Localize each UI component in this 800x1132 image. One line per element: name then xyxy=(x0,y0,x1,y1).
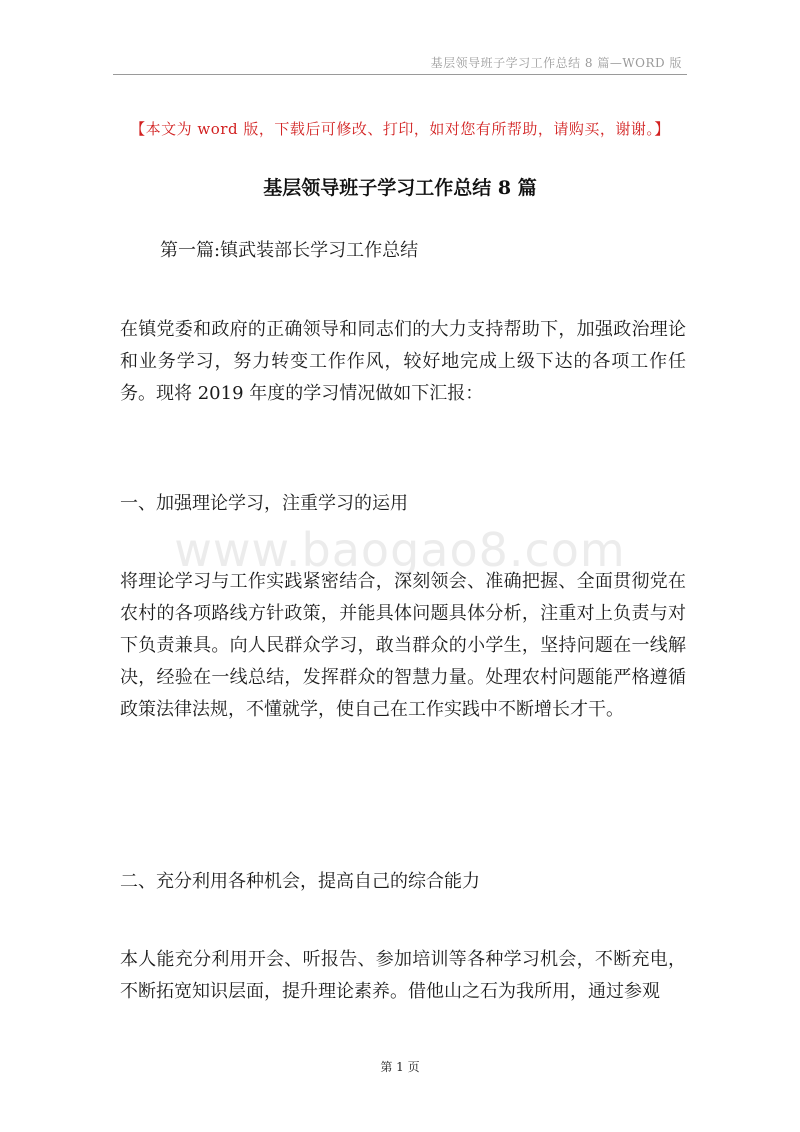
page-header: 基层领导班子学习工作总结 8 篇—WORD 版 xyxy=(430,56,682,70)
watermark: www.baogao8.com xyxy=(174,523,626,577)
section-heading-2: 二、充分利用各种机会，提高自己的综合能力 xyxy=(120,871,480,892)
page-number: 第 1 页 xyxy=(380,1060,420,1074)
sub-title: 第一篇:镇武装部长学习工作总结 xyxy=(160,240,419,261)
header-divider xyxy=(113,74,687,75)
paragraph-opportunities: 本人能充分利用开会、听报告、参加培训等各种学习机会，不断充电，不断拓宽知识层面，提升理论素养。借他山之石为我所用，通过参观 xyxy=(120,949,686,1002)
document-title: 基层领导班子学习工作总结 8 篇 xyxy=(263,177,537,199)
paragraph-intro: 在镇党委和政府的正确领导和同志们的大力支持帮助下，加强政治理论和业务学习，努力转变工作作风，较好地完成上级下达的各项工作任务。现将 2019 年度的学习情况做如下汇报： xyxy=(120,319,686,404)
paragraph-theory-study: 将理论学习与工作实践紧密结合，深刻领会、准确把握、全面贯彻党在农村的各项路线方针政策，并能具体问题具体分析，注重对上负责与对下负责兼具。向人民群众学习，敢当群众的小学生，坚持问题在一线解决，经验在一线总结，发挥群众的智慧力量。处理农村问题能严格遵循政策法律法规，不懂就学，使自己在工作实践中不断增长才干。 xyxy=(120,571,686,720)
section-heading-1: 一、加强理论学习，注重学习的运用 xyxy=(120,493,408,514)
purchase-notice: 【本文为 word 版，下载后可修改、打印，如对您有所帮助，请购买，谢谢。】 xyxy=(130,120,670,138)
